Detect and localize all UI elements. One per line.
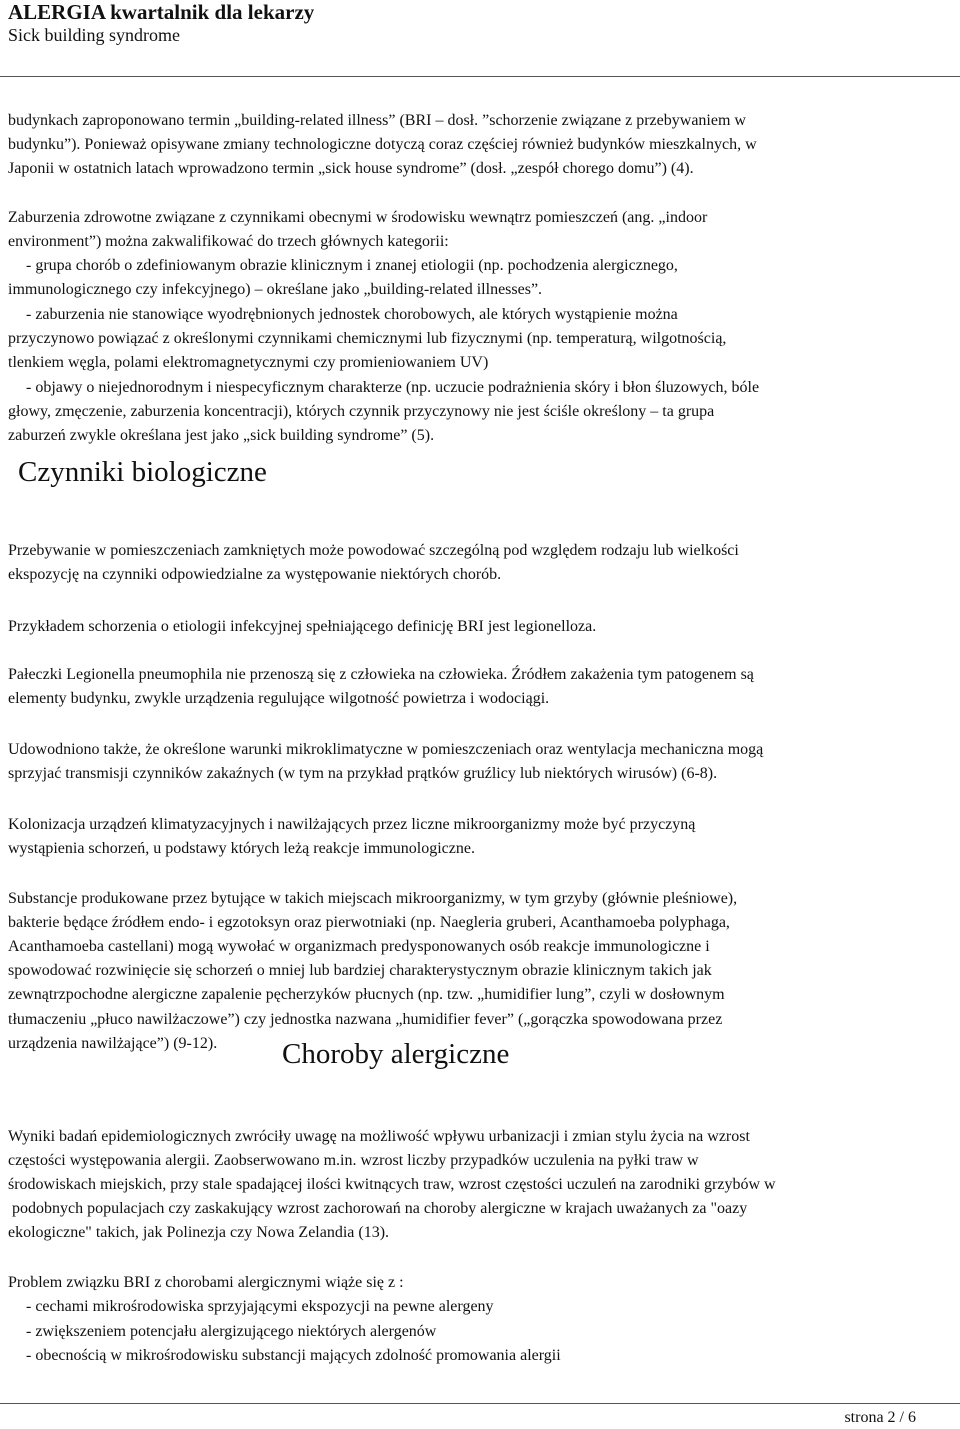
paragraph-line: zaburzeń zwykle określana jest jako „sick building syndrome” (5). xyxy=(8,427,435,444)
list-item: - zwiększeniem potencjału alergizującego niektórych alergenów xyxy=(26,1323,437,1340)
footer-divider xyxy=(0,1403,960,1404)
paragraph-line: tlenkiem węgla, polami elektromagnetycznymi czy promieniowaniem UV) xyxy=(8,354,489,371)
paragraph-line: elementy budynku, zwykle urządzenia regulujące wilgotność powietrza i wodociągi. xyxy=(8,690,550,707)
paragraph-line: Kolonizacja urządzeń klimatyzacyjnych i nawilżających przez liczne mikroorganizmy może być przyczyną xyxy=(8,816,696,833)
paragraph-line: sprzyjać transmisji czynników zakaźnych (w tym na przykład prątków gruźlicy lub niektórych wirusów) (6-8). xyxy=(8,765,718,782)
paragraph-line: Pałeczki Legionella pneumophila nie przenoszą się z człowieka na człowieka. Źródłem zakażenia tym patogenem są xyxy=(8,666,754,683)
paragraph-line: przyczynowo powiązać z określonymi czynnikami chemicznymi lub fizycznymi (np. temperaturą, wilgotnością, xyxy=(8,330,727,347)
paragraph-line: Przebywanie w pomieszczeniach zamkniętych może powodować szczególną pod względem rodzaju lub wielkości xyxy=(8,542,739,559)
paragraph-line: Substancje produkowane przez bytujące w takich miejscach mikroorganizmy, w tym grzyby (głównie pleśniowe), xyxy=(8,890,738,907)
paragraph-line: urządzenia nawilżające”) (9-12). xyxy=(8,1035,218,1052)
paragraph-line: Japonii w ostatnich latach wprowadzono termin „sick house syndrome” (dosł. „zespół chorego domu”) (4). xyxy=(8,160,694,177)
list-item: - cechami mikrośrodowiska sprzyjającymi ekspozycji na pewne alergeny xyxy=(26,1298,494,1315)
paragraph-line: częstości występowania alergii. Zaobserwowano m.in. wzrost liczby przypadków uczulenia na pyłki traw w xyxy=(8,1152,699,1169)
paragraph-line: podobnych populacjach czy zaskakujący wzrost zachorowań na choroby alergiczne w krajach uważanych za "oazy xyxy=(12,1200,748,1217)
paragraph-line: głowy, zmęczenie, zaburzenia koncentracji), których czynnik przyczynowy nie jest ściśle określony – ta grupa xyxy=(8,403,715,420)
paragraph-line: ekologiczne" takich, jak Polinezja czy Nowa Zelandia (13). xyxy=(8,1224,390,1241)
paragraph-line: spowodować rozwinięcie się schorzeń o mniej lub bardziej charakterystycznym obrazie klinicznym takich jak xyxy=(8,962,712,979)
list-item: - zaburzenia nie stanowiące wyodrębnionych jednostek chorobowych, ale których wystąpienie można xyxy=(26,306,678,323)
paragraph-line: bakterie będące źródłem endo- i egzotoksyn oraz pierwotniaki (np. Naegleria gruberi, Acanthamoeba polyphaga, xyxy=(8,914,730,931)
list-item: - objawy o niejednorodnym i niespecyficznym charakterze (np. uczucie podrażnienia skóry i błon śluzowych, bóle xyxy=(26,379,760,396)
section-heading: Choroby alergiczne xyxy=(282,1038,510,1070)
paragraph-line: ekspozycję na czynniki odpowiedzialne za występowanie niektórych chorób. xyxy=(8,566,502,583)
paragraph-line: Udowodniono także, że określone warunki mikroklimatyczne w pomieszczeniach oraz wentylacja mechaniczna mogą xyxy=(8,741,764,758)
paragraph-line: Przykładem schorzenia o etiologii infekcyjnej spełniającego definicję BRI jest legionelloza. xyxy=(8,618,597,635)
paragraph-line: Acanthamoeba castellani) mogą wywołać w organizmach predysponowanych osób reakcje immunologiczne i xyxy=(8,938,710,955)
paragraph-line: budynkach zaproponowano termin „building-related illness” (BRI – dosł. ”schorzenie związane z przebywaniem w xyxy=(8,112,746,129)
paragraph-line: Wyniki badań epidemiologicznych zwróciły uwagę na możliwość wpływu urbanizacji i zmian stylu życia na wzrost xyxy=(8,1128,750,1145)
paragraph-line: zewnątrzpochodne alergiczne zapalenie pęcherzyków płucnych (np. tzw. „humidifier lung”, czyli w dosłownym xyxy=(8,986,725,1003)
list-item: - obecnością w mikrośrodowisku substancji mających zdolność promowania alergii xyxy=(26,1347,561,1364)
paragraph-line: tłumaczeniu „płuco nawilżaczowe”) czy jednostka nazwana „humidifier fever” („gorączka spowodowana przez xyxy=(8,1011,723,1028)
paragraph-line: wystąpienia schorzeń, u podstawy których leżą reakcje immunologiczne. xyxy=(8,840,475,857)
section-heading: Czynniki biologiczne xyxy=(18,456,267,488)
paragraph-line: Zaburzenia zdrowotne związane z czynnikami obecnymi w środowisku wewnątrz pomieszczeń (ang. „indoor xyxy=(8,209,708,226)
journal-title: ALERGIA kwartalnik dla lekarzy xyxy=(8,0,315,24)
paragraph-line: środowiskach miejskich, przy stale spadającej ilości kwitnących traw, wzrost częstości uczuleń na zarodniki grzybów w xyxy=(8,1176,776,1193)
header-divider xyxy=(0,76,960,77)
article-subtitle: Sick building syndrome xyxy=(8,25,180,45)
paragraph-line: Problem związku BRI z chorobami alergicznymi wiąże się z : xyxy=(8,1274,404,1291)
list-item: - grupa chorób o zdefiniowanym obrazie klinicznym i znanej etiologii (np. pochodzenia alergicznego, xyxy=(26,257,678,274)
paragraph-line: immunologicznego czy infekcyjnego) – określane jako „building-related illnesses”. xyxy=(8,281,543,298)
paragraph-line: budynku”). Ponieważ opisywane zmiany technologiczne dotyczą coraz częściej również budynków mieszkalnych, w xyxy=(8,136,757,153)
paragraph-line: environment”) można zakwalifikować do trzech głównych kategorii: xyxy=(8,233,449,250)
page-number: strona 2 / 6 xyxy=(844,1409,916,1426)
